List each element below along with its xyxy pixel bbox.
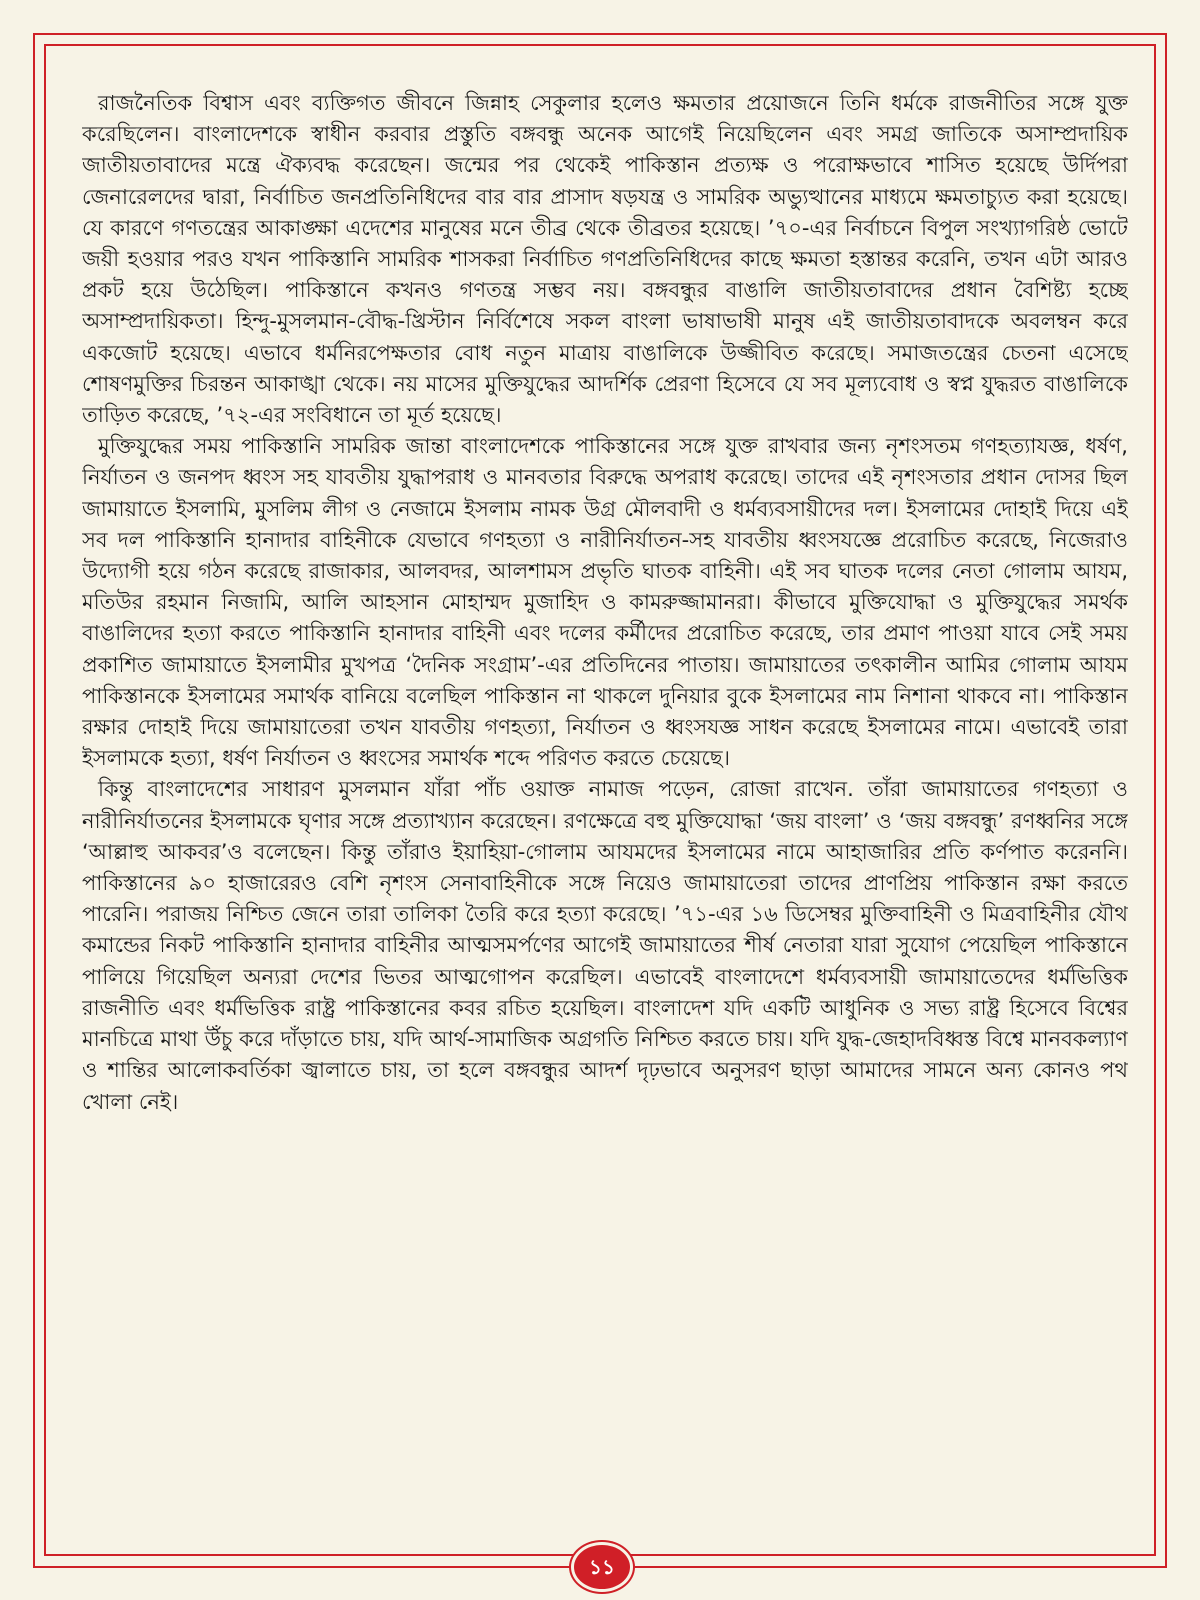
paragraph-3: কিন্তু বাংলাদেশের সাধারণ মুসলমান যাঁরা পাঁচ ওয়াক্ত নামাজ পড়েন, রোজা রাখেন. তাঁরা জামায়াতের গণহত্যা ও নারীনির্যাতনের ইসলামকে ঘৃণার সঙ্গে প্রত্যাখ্যান করেছেন। রণক্ষেত্রে বহু মুক্তিযোদ্ধা ‘জয় বাংলা’ ও ‘জয় বঙ্গবন্ধু’ রণধ্বনির সঙ্গে ‘আল্লাহু আকবর’ও বলেছেন। কিন্তু তাঁরাও ইয়াহিয়া-গোলাম আযমদের ইসলামের নামে আহাজারির প্রতি কর্ণপাত করেননি। পাকিস্তানের ৯০ হাজারেরও বেশি নৃশংস সেনাবাহিনীকে সঙ্গে নিয়েও জামায়াতেরা তাদের প্রাণপ্রিয় পাকিস্তান রক্ষা করতে পারেনি। পরাজয় নিশ্চিত জেনে তারা তালিকা তৈরি করে হত্যা করেছে। ’৭১-এর ১৬ ডিসেম্বর মুক্তিবাহিনী ও মিত্রবাহিনীর যৌথ কমান্ডের নিকট পাকিস্তানি হানাদার বাহিনীর আত্মসমর্পণের আগেই জামায়াতের শীর্ষ নেতারা যারা সুযোগ পেয়েছিল পাকিস্তানে পালিয়ে গিয়েছিল অন্যরা দেশের ভিতর আত্মগোপন করেছিল। এভাবেই বাংলাদেশে ধর্মব্যবসায়ী জামায়াতেদের ধর্মভিত্তিক রাজনীতি এবং ধর্মভিত্তিক রাষ্ট্র পাকিস্তানের কবর রচিত হয়েছিল। বাংলাদেশ যদি একটি আধুনিক ও সভ্য রাষ্ট্র হিসেবে বিশ্বের মানচিত্রে মাথা উঁচু করে দাঁড়াতে চায়, যদি আর্থ-সামাজিক অগ্রগতি নিশ্চিত করতে চায়। যদি যুদ্ধ-জেহাদবিধ্বস্ত বিশ্বে মানবকল্যাণ ও শান্তির আলোকবর্তিকা জ্বালাতে চায়, তা হলে বঙ্গবন্ধুর আদর্শ দৃঢ়ভাবে অনুসরণ ছাড়া আমাদের সামনে অন্য কোনও পথ খোলা নেই।: [82, 777, 1128, 1114]
paragraph-1: রাজনৈতিক বিশ্বাস এবং ব্যক্তিগত জীবনে জিন্নাহ সেকুলার হলেও ক্ষমতার প্রয়োজনে তিনি ধর্মকে রাজনীতির সঙ্গে যুক্ত করেছিলেন। বাংলাদেশকে স্বাধীন করবার প্রস্তুতি বঙ্গবন্ধু অনেক আগেই নিয়েছিলেন এবং সমগ্র জাতিকে অসাম্প্রদায়িক জাতীয়তাবাদের মন্ত্রে ঐক্যবদ্ধ করেছেন। জন্মের পর থেকেই পাকিস্তান প্রত্যক্ষ ও পরোক্ষভাবে শাসিত হয়েছে উর্দিপরা জেনারেলদের দ্বারা, নির্বাচিত জনপ্রতিনিধিদের বার বার প্রাসাদ ষড়যন্ত্র ও সামরিক অভ্যুত্থানের মাধ্যমে ক্ষমতাচ্যুত করা হয়েছে। যে কারণে গণতন্ত্রের আকাঙ্ক্ষা এদেশের মানুষের মনে তীব্র থেকে তীব্রতর হয়েছে। ’৭০-এর নির্বাচনে বিপুল সংখ্যাগরিষ্ঠ ভোটে জয়ী হওয়ার পরও যখন পাকিস্তানি সামরিক শাসকরা নির্বাচিত গণপ্রতিনিধিদের কাছে ক্ষমতা হস্তান্তর করেনি, তখন এটা আরও প্রকট হয়ে উঠেছিল। পাকিস্তানে কখনও গণতন্ত্র সম্ভব নয়। বঙ্গবন্ধুর বাঙালি জাতীয়তাবাদের প্রধান বৈশিষ্ট্য হচ্ছে অসাম্প্রদায়িকতা। হিন্দু-মুসলমান-বৌদ্ধ-খ্রিস্টান নির্বিশেষে সকল বাংলা ভাষাভাষী মানুষ এই জাতীয়তাবাদকে অবলম্বন করে একজোট হয়েছে। এভাবে ধর্মনিরপেক্ষতার বোধ নতুন মাত্রায় বাঙালিকে উজ্জীবিত করেছে। সমাজতন্ত্রের চেতনা এসেছে শোষণমুক্তির চিরন্তন আকাঙ্খা থেকে। নয় মাসের মুক্তিযুদ্ধের আদর্শিক প্রেরণা হিসেবে যে সব মূল্যবোধ ও স্বপ্ন যুদ্ধরত বাঙালিকে তাড়িত করেছে, ’৭২-এর সংবিধানে তা মূর্ত হয়েছে।: [82, 91, 1128, 428]
body-text: [82, 88, 1128, 1528]
paragraph-2: মুক্তিযুদ্ধের সময় পাকিস্তানি সামরিক জান্তা বাংলাদেশকে পাকিস্তানের সঙ্গে যুক্ত রাখবার জন্য নৃশংসতম গণহত্যাযজ্ঞ, ধর্ষণ, নির্যাতন ও জনপদ ধ্বংস সহ যাবতীয় যুদ্ধাপরাধ ও মানবতার বিরুদ্ধে অপরাধ করেছে। তাদের এই নৃশংসতার প্রধান দোসর ছিল জামায়াতে ইসলামি, মুসলিম লীগ ও নেজামে ইসলাম নামক উগ্র মৌলবাদী ও ধর্মব্যবসায়ীদের দল। ইসলামের দোহাই দিয়ে এই সব দল পাকিস্তানি হানাদার বাহিনীকে যেভাবে গণহত্যা ও নারীনির্যাতন-সহ যাবতীয় ধ্বংসযজ্ঞে প্ররোচিত করেছে, নিজেরাও উদ্যোগী হয়ে গঠন করেছে রাজাকার, আলবদর, আলশামস প্রভৃতি ঘাতক বাহিনী। এই সব ঘাতক দলের নেতা গোলাম আযম, মতিউর রহমান নিজামি, আলি আহসান মোহাম্মদ মুজাহিদ ও কামরুজ্জামানরা। কীভাবে মুক্তিযোদ্ধা ও মুক্তিযুদ্ধের সমর্থক বাঙালিদের হত্যা করতে পাকিস্তানি হানাদার বাহিনী এবং দলের কর্মীদের প্ররোচিত করেছে, তার প্রমাণ পাওয়া যাবে সেই সময় প্রকাশিত জামায়াতে ইসলামীর মুখপত্র ‘দৈনিক সংগ্রাম’-এর প্রতিদিনের পাতায়। জামায়াতের তৎকালীন আমির গোলাম আযম পাকিস্তানকে ইসলামের সমার্থক বানিয়ে বলেছিল পাকিস্তান না থাকলে দুনিয়ার বুকে ইসলামের নাম নিশানা থাকবে না। পাকিস্তান রক্ষার দোহাই দিয়ে জামায়াতেরা তখন যাবতীয় গণহত্যা, নির্যাতন ও ধ্বংসযজ্ঞ সাধন করেছে ইসলামের নামে। এভাবেই তারা ইসলামকে হত্যা, ধর্ষণ নির্যাতন ও ধ্বংসের সমার্থক শব্দে পরিণত করতে চেয়েছে।: [82, 434, 1128, 771]
page-number-badge: ১১: [571, 1542, 633, 1592]
